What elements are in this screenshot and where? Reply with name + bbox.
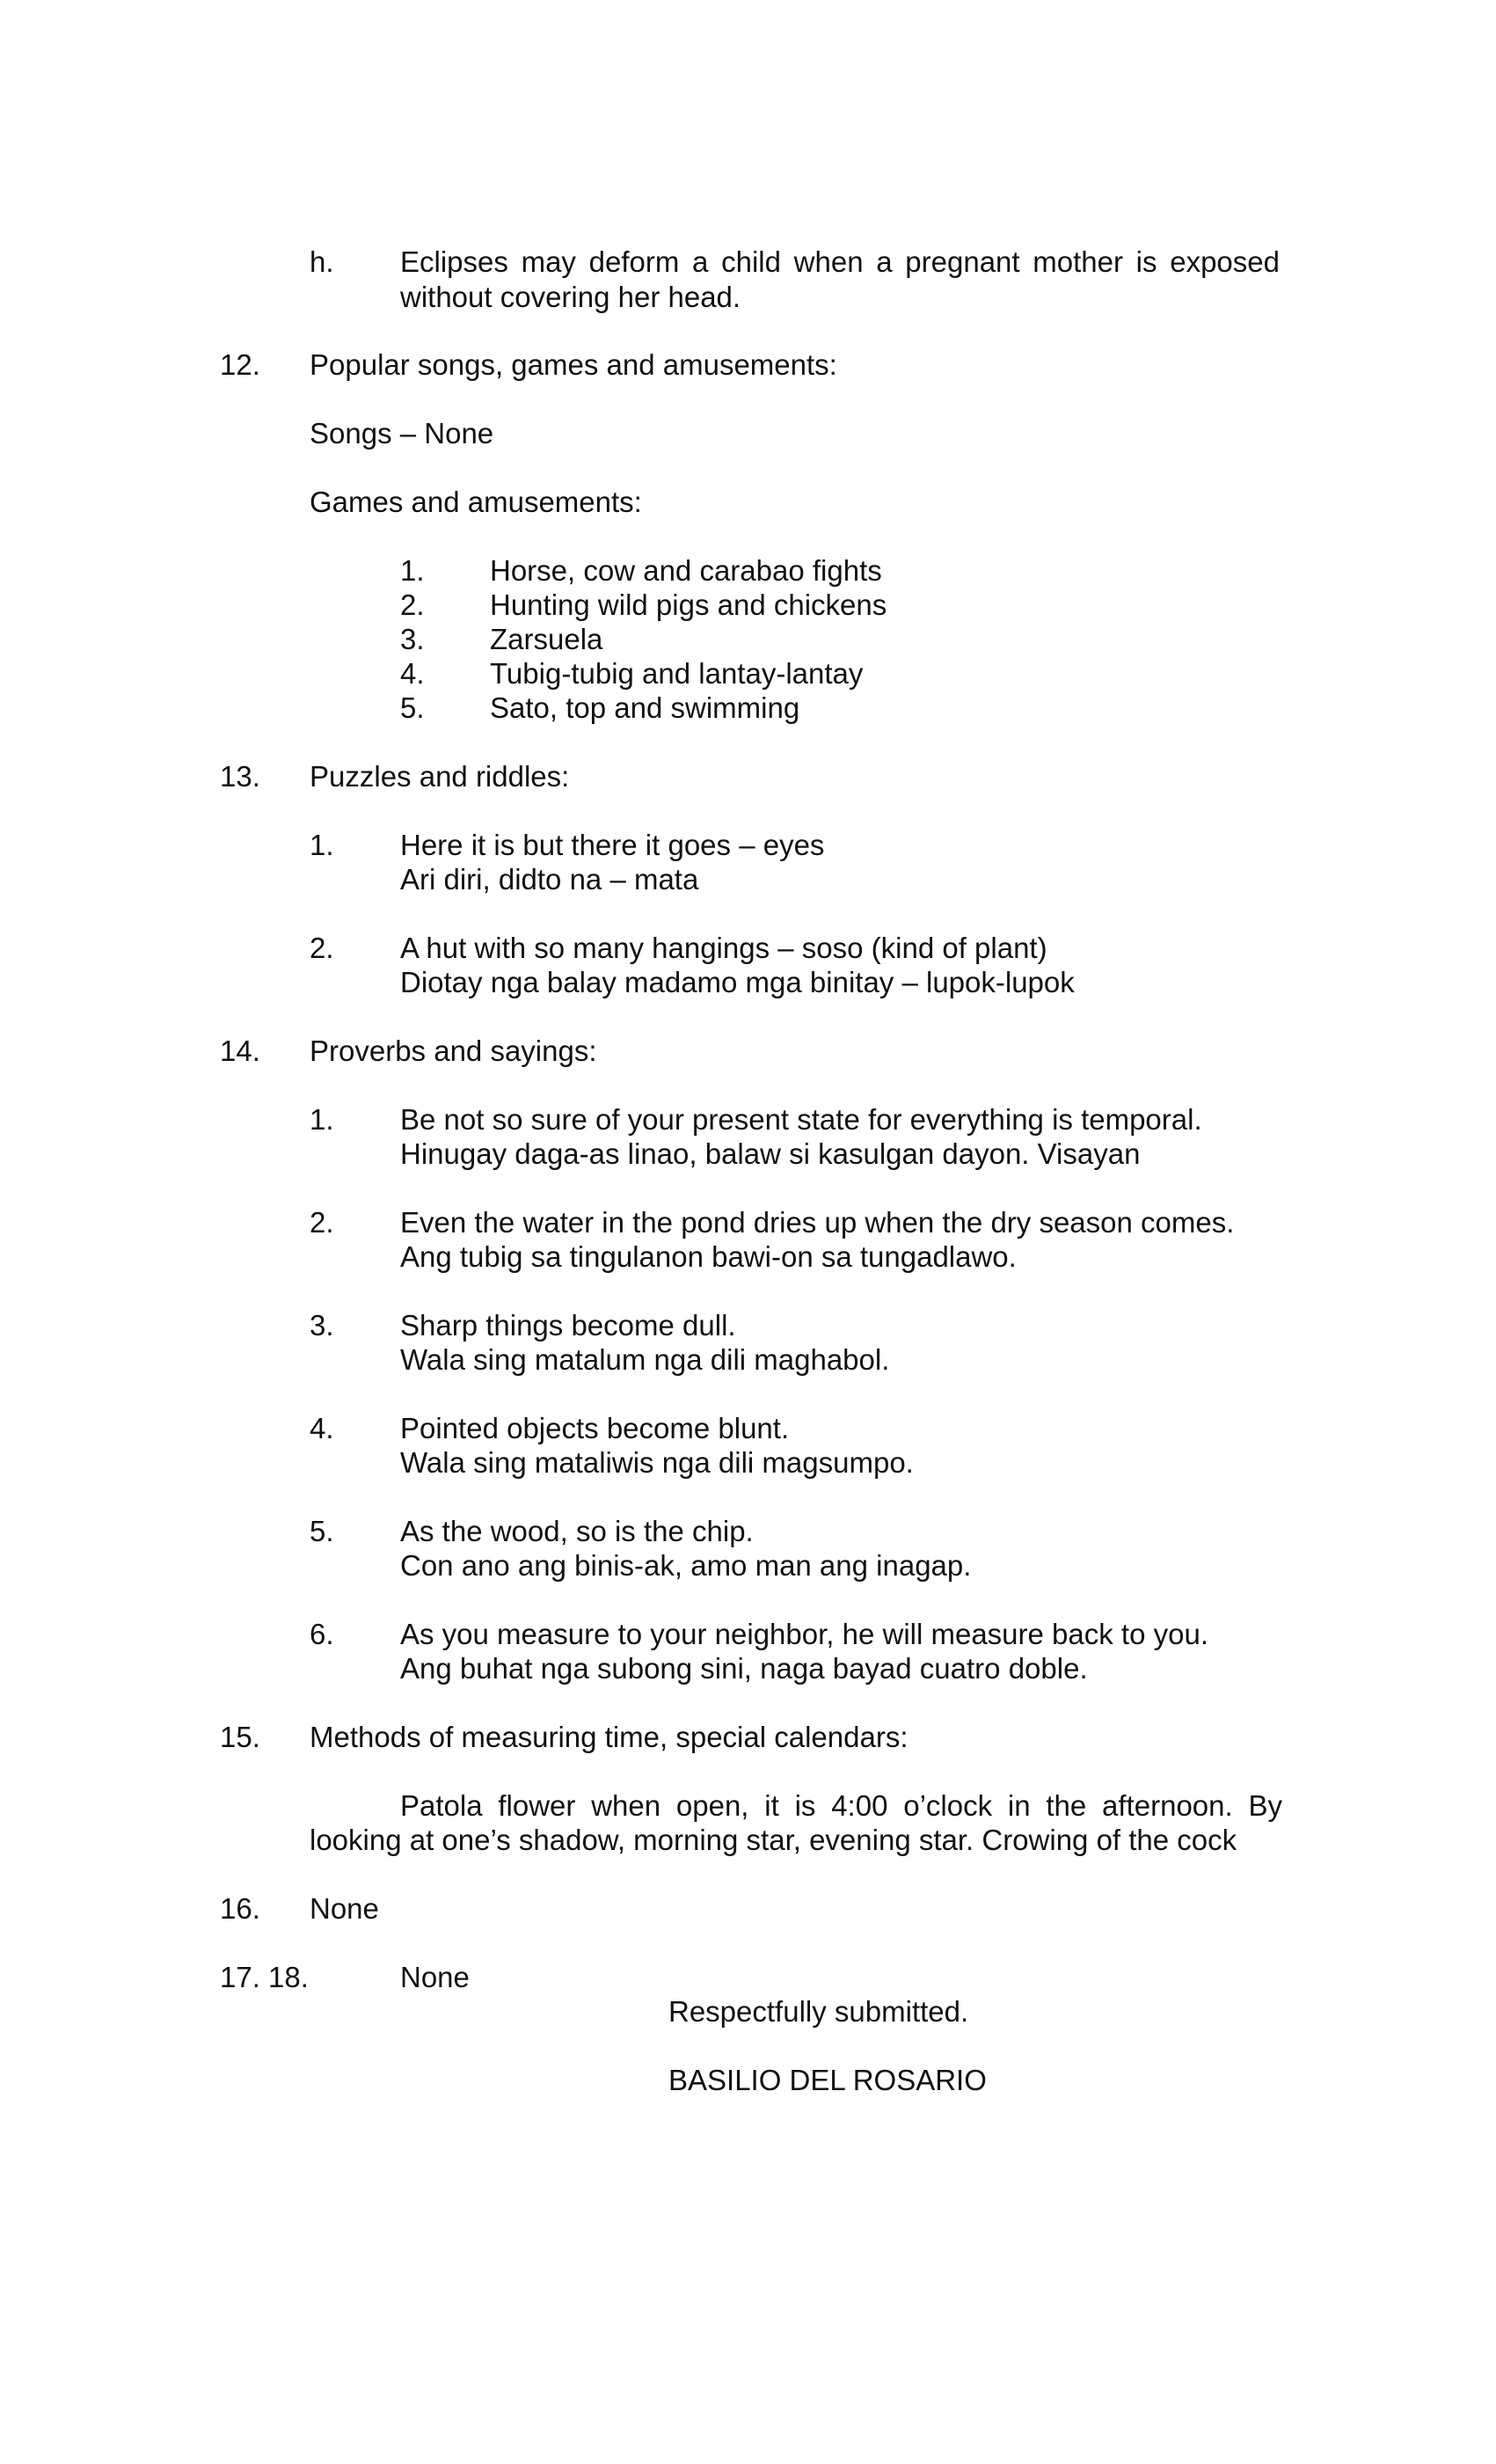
list-number: 2.	[400, 589, 425, 621]
list-number: 5.	[400, 691, 425, 724]
section-number: 14.	[220, 1035, 260, 1067]
section-number: 15.	[220, 1721, 260, 1753]
proverb-local: Wala sing mataliwis nga dili magsumpo.	[400, 1446, 914, 1479]
proverb-english: Pointed objects become blunt.	[400, 1412, 790, 1444]
section-number: 12.	[220, 348, 260, 381]
proverb-english: Sharp things become dull.	[400, 1309, 736, 1342]
proverb-english: As you measure to your neighbor, he will measure back to you.	[400, 1618, 1208, 1650]
item-text: Eclipses may deform a child when a pregnant mother is exposed	[400, 245, 1280, 278]
item-h	[0, 245, 1496, 280]
closing-line: Respectfully submitted.	[668, 1995, 969, 2028]
item-marker: h.	[310, 245, 334, 278]
list-number: 1.	[400, 554, 425, 587]
proverb-local: Ang buhat nga subong sini, naga bayad cuatro doble.	[400, 1652, 1088, 1685]
section-15-heading	[0, 1720, 1496, 1755]
section-12-heading	[0, 347, 1496, 383]
proverb-item	[0, 1514, 1496, 1549]
section-heading: Puzzles and riddles:	[310, 760, 570, 793]
songs-line: Songs – None	[310, 417, 494, 450]
list-number: 1.	[310, 829, 334, 861]
section-heading: Methods of measuring time, special calendars:	[310, 1721, 909, 1753]
list-number: 3.	[310, 1309, 334, 1342]
signature-name: BASILIO DEL ROSARIO	[668, 2064, 987, 2096]
list-item	[0, 588, 1496, 623]
list-number: 2.	[310, 932, 334, 964]
list-item	[0, 622, 1496, 657]
list-text: Tubig-tubig and lantay-lantay	[490, 657, 864, 690]
section-number: 13.	[220, 760, 260, 793]
riddle-english: Here it is but there it goes – eyes	[400, 829, 825, 861]
riddle-english: A hut with so many hangings – soso (kind of plant)	[400, 932, 1047, 964]
list-text: Zarsuela	[490, 623, 603, 655]
list-item	[0, 553, 1496, 589]
section-text: None	[400, 1961, 470, 1993]
item-text: without covering her head.	[400, 281, 741, 313]
proverb-local: Con ano ang binis-ak, amo man ang inagap.	[400, 1549, 972, 1582]
list-text: Sato, top and swimming	[490, 691, 800, 724]
proverb-item	[0, 1617, 1496, 1652]
list-number: 2.	[310, 1206, 334, 1239]
section-13-heading	[0, 759, 1496, 794]
proverb-item	[0, 1411, 1496, 1446]
proverb-english: Even the water in the pond dries up when the dry season comes.	[400, 1206, 1235, 1239]
list-number: 4.	[310, 1412, 334, 1444]
proverb-item	[0, 1102, 1496, 1137]
riddle-local: Diotay nga balay madamo mga binitay – lupok-lupok	[400, 966, 1075, 998]
list-item	[0, 656, 1496, 691]
list-number: 5.	[310, 1515, 334, 1547]
list-number: 3.	[400, 623, 425, 655]
section-number: 16.	[220, 1892, 260, 1925]
section-heading: Proverbs and sayings:	[310, 1035, 597, 1067]
paragraph-line: looking at one’s shadow, morning star, evening star. Crowing of the cock	[310, 1824, 1237, 1856]
proverb-english: Be not so sure of your present state for everything is temporal.	[400, 1103, 1202, 1136]
list-text: Horse, cow and carabao fights	[490, 554, 882, 587]
list-number: 4.	[400, 657, 425, 690]
section-17-18	[0, 1960, 1496, 1995]
riddle-item	[0, 828, 1496, 863]
riddle-item	[0, 931, 1496, 966]
list-text: Hunting wild pigs and chickens	[490, 589, 887, 621]
proverb-local: Hinugay daga-as linao, balaw si kasulgan dayon. Visayan	[400, 1137, 1141, 1170]
list-number: 1.	[310, 1103, 334, 1136]
proverb-local: Wala sing matalum nga dili maghabol.	[400, 1343, 890, 1376]
proverb-local: Ang tubig sa tingulanon bawi-on sa tungadlawo.	[400, 1240, 1017, 1273]
section-heading: Popular songs, games and amusements:	[310, 348, 837, 381]
list-item	[0, 691, 1496, 726]
section-text: None	[310, 1892, 379, 1925]
list-number: 6.	[310, 1618, 334, 1650]
paragraph-line: Patola flower when open, it is 4:00 o’clock in the afternoon. By	[400, 1789, 1282, 1822]
proverb-item	[0, 1205, 1496, 1240]
riddle-local: Ari diri, didto na – mata	[400, 863, 699, 896]
section-16	[0, 1891, 1496, 1927]
proverb-english: As the wood, so is the chip.	[400, 1515, 754, 1547]
proverb-item	[0, 1308, 1496, 1343]
section-number: 17. 18.	[220, 1961, 309, 1993]
section-14-heading	[0, 1034, 1496, 1069]
games-heading: Games and amusements:	[310, 486, 642, 518]
